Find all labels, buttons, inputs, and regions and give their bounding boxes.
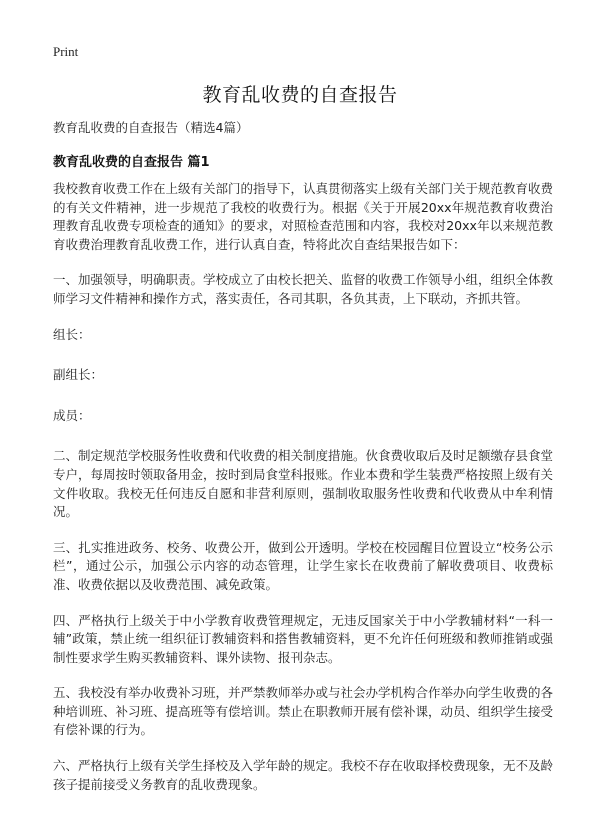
paragraph-item-5: 五、我校没有举办收费补习班，并严禁教师举办或与社会办学机构合作举办向学生收费的各种培训班、补习班、提高班等有偿培训。禁止在职教师开展有偿补课，动员、组织学生接受有偿补课的行为。 xyxy=(53,685,554,738)
document-title: 教育乱收费的自查报告 xyxy=(202,84,398,106)
paragraph-item-2: 二、制定规范学校服务性收费和代收费的相关制度措施。伙食费收取后及时足额缴存县食堂专户，每周按时领取备用金，按时到局食堂科报账。作业本费和学生装费严格按照上级有关文件收取。我校无任何违反自愿和非营利原则，强制收取服务性收费和代收费从中牟利情况。 xyxy=(53,448,554,520)
document-body xyxy=(53,180,553,811)
paragraph-item-6: 六、严格执行上级有关学生择校及入学年龄的规定。我校不存在收取择校费现象，无不及龄孩子提前接受义务教育的乱收费现象。 xyxy=(53,758,554,792)
paragraph-deputy-leader: 副组长： xyxy=(53,367,104,383)
paragraph-item-3: 三、扎实推进政务、校务、收费公开，做到公开透明。学校在校园醒目位置设立“校务公示栏”，通过公示，加强公示内容的动态管理，让学生家长在收费前了解收费项目、收费标准、收费依据以及收费范围、减免政策。 xyxy=(53,539,553,592)
paragraph-item-1: 一、加强领导，明确职责。学校成立了由校长把关、监督的收费工作领导小组，组织全体教师学习文件精神和操作方式，落实责任，各司其职，各负其责，上下联动，齐抓共管。 xyxy=(53,272,554,306)
paragraph-item-4: 四、严格执行上级关于中小学教育收费管理规定，无违反国家关于中小学教辅材料“一科一辅”政策，禁止统一组织征订教辅资料和搭售教辅资料，更不允许任何班级和教师推销或强制性要求学生购买教辅资料、课外读物、报刊杂志。 xyxy=(53,612,553,665)
print-label: Print xyxy=(53,44,79,59)
document-subtitle: 教育乱收费的自查报告（精选4篇） xyxy=(53,120,249,135)
paragraph-leader: 组长： xyxy=(53,326,91,342)
paragraph-intro: 我校教育收费工作在上级有关部门的指导下，认真贯彻落实上级有关部门关于规范教育收费的有关文件精神，进一步规范了我校的收费行为。根据《关于开展20xx年规范教育收费治理教育乱收费专项检查的通知》的要求，对照检查范围和内容，我校对20xx年以来规范教育收费治理教育乱收费工作，进行认真自查，特将此次自查结果报告如下： xyxy=(53,181,554,252)
paragraph-members: 成员： xyxy=(53,407,91,423)
section-heading: 教育乱收费的自查报告 篇1 xyxy=(53,155,210,170)
